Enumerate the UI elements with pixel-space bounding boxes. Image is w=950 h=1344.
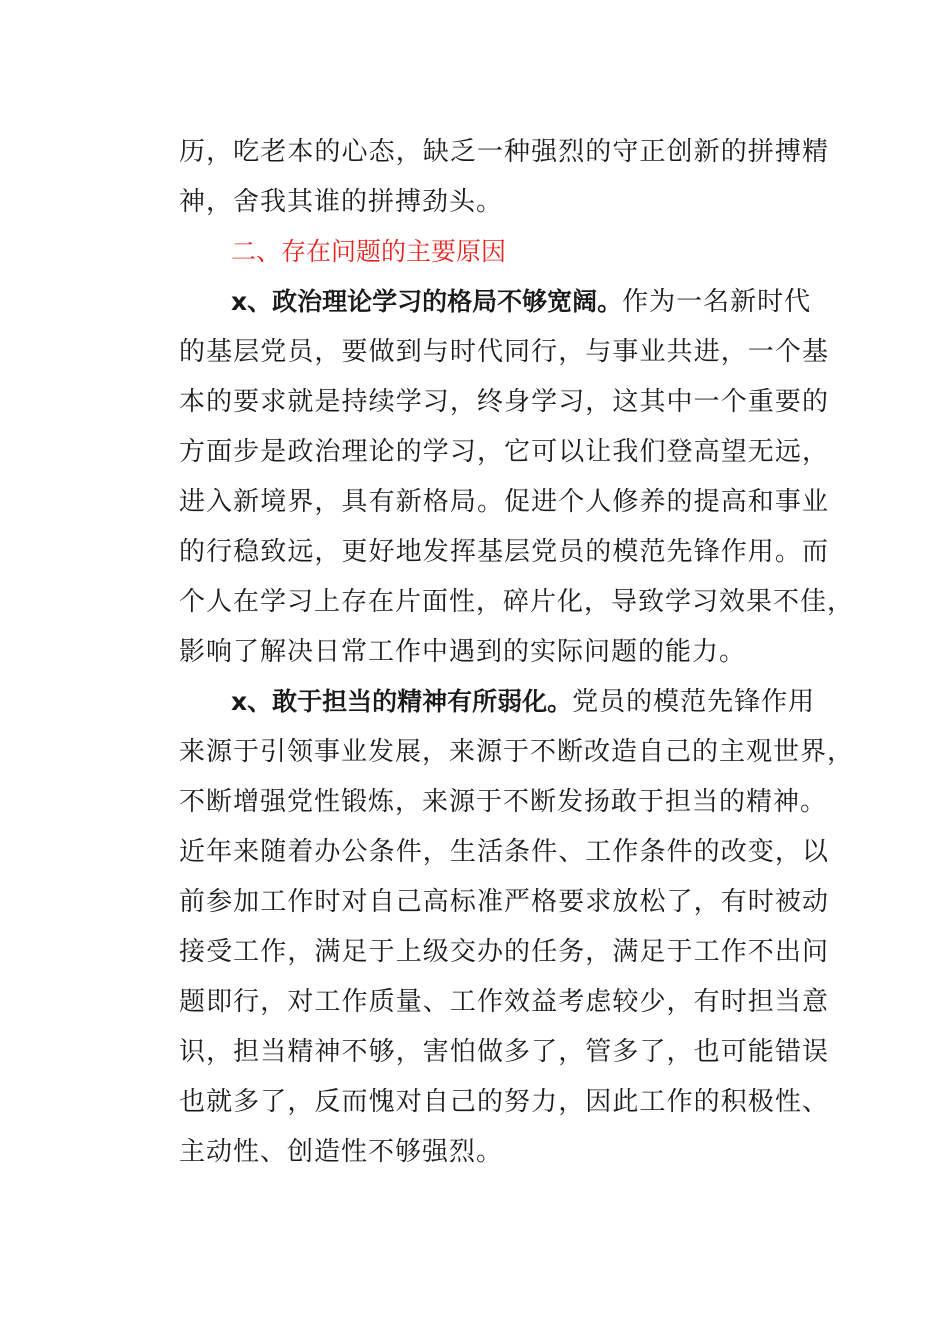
item-1-title: x、政治理论学习的格局不够宽阔。 xyxy=(231,287,623,316)
body-line: 前参加工作时对自己高标准严格要求放松了，有时被动 xyxy=(179,887,829,917)
item-2-lead-text: 党员的模范先锋作用 xyxy=(572,687,816,717)
body-line: 也就多了，反而愧对自己的努力，因此工作的积极性、 xyxy=(179,1087,829,1117)
body-line: 个人在学习上存在片面性，碎片化，导致学习效果不佳， xyxy=(179,587,855,617)
body-line: 进入新境界，具有新格局。促进个人修养的提高和事业 xyxy=(179,487,829,517)
body-line: 的行稳致远，更好地发挥基层党员的模范先锋作用。而 xyxy=(179,537,829,567)
item-2-first-line xyxy=(231,682,829,722)
body-line: 接受工作，满足于上级交办的任务，满足于工作不出问 xyxy=(179,937,829,967)
body-line: 来源于引领事业发展，来源于不断改造自己的主观世界， xyxy=(179,737,855,767)
body-line: 不断增强党性锻炼，来源于不断发扬敢于担当的精神。 xyxy=(179,787,828,817)
body-line: 主动性、创造性不够强烈。 xyxy=(179,1137,504,1167)
body-line: 历，吃老本的心态，缺乏一种强烈的守正创新的拼搏精 xyxy=(179,137,829,167)
body-line: 本的要求就是持续学习，终身学习，这其中一个重要的 xyxy=(179,387,829,417)
body-line: 影响了解决日常工作中遇到的实际问题的能力。 xyxy=(179,637,747,667)
body-line: 近年来随着办公条件，生活条件、工作条件的改变，以 xyxy=(179,837,829,867)
body-line: 识，担当精神不够，害怕做多了，管多了，也可能错误 xyxy=(179,1037,829,1067)
item-1-first-line xyxy=(231,282,829,322)
body-line: 方面步是政治理论的学习，它可以让我们登高望无远， xyxy=(179,437,829,467)
item-2-title: x、敢于担当的精神有所弱化。 xyxy=(231,687,573,716)
body-line: 神，舍我其谁的拼搏劲头。 xyxy=(179,187,504,217)
body-line: 题即行，对工作质量、工作效益考虑较少，有时担当意 xyxy=(179,987,829,1017)
item-1-lead-text: 作为一名新时代 xyxy=(622,287,812,317)
section-heading: 二、存在问题的主要原因 xyxy=(231,237,507,266)
body-line: 的基层党员，要做到与时代同行，与事业共进，一个基 xyxy=(179,337,829,367)
